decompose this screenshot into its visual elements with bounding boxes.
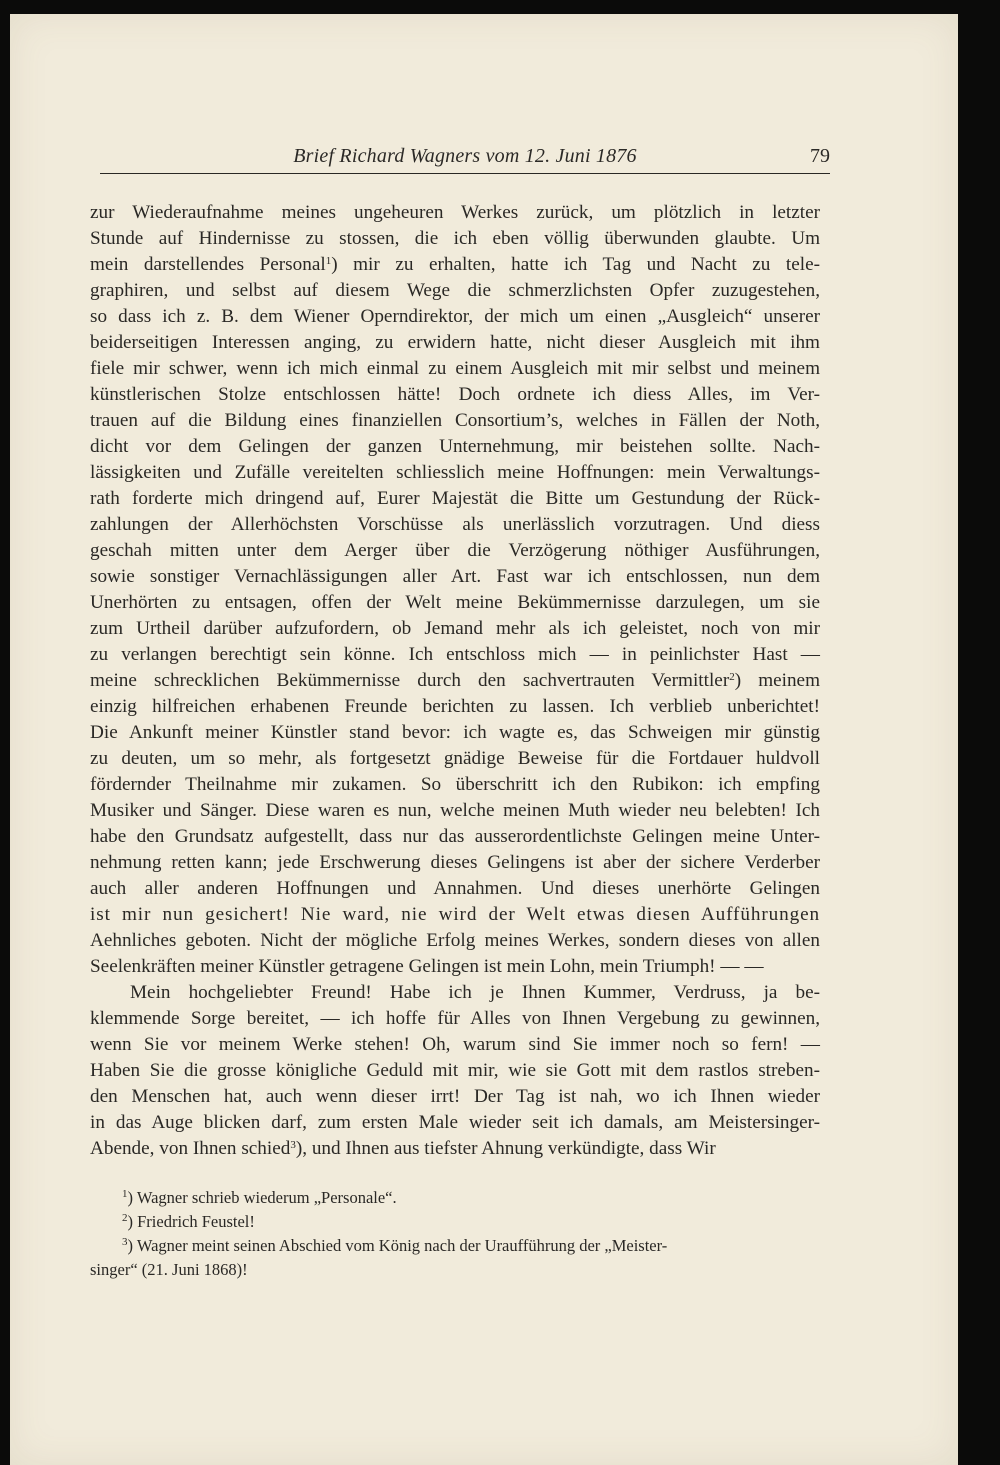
- text-line: Haben Sie die grosse königliche Geduld mit mir, wie sie Gott mit dem rastlos streben-: [90, 1060, 820, 1081]
- text-line: Musiker und Sänger. Diese waren es nun, welche meinen Muth wieder neu belebten! Ich: [90, 800, 820, 821]
- text-line: Die Ankunft meiner Künstler stand bevor: ich wagte es, das Schweigen mir günstig: [90, 722, 820, 743]
- running-title: Brief Richard Wagners vom 12. Juni 1876: [293, 145, 637, 167]
- text-line: nehmung retten kann; jede Erschwerung dieses Gelingens ist aber der sichere Verderber: [90, 852, 820, 873]
- text-line: Abende, von Ihnen schied$^3$), und Ihnen aus tiefster Ahnung verkündigte, dass Wir: [90, 1138, 716, 1159]
- text-line: Aehnliches geboten. Nicht der mögliche Erfolg meines Werkes, sondern dieses von allen: [90, 930, 820, 951]
- text-line: dicht vor dem Gelingen der ganzen Unternehmung, mir beistehen sollte. Nach-: [90, 436, 820, 457]
- text-line: fördernder Theilnahme mir zukamen. So überschritt ich den Rubikon: ich empfing: [90, 774, 820, 795]
- text-line: klemmende Sorge bereitet, — ich hoffe für Alles von Ihnen Vergebung zu gewinnen,: [90, 1008, 820, 1029]
- text-line: zur Wiederaufnahme meines ungeheuren Werkes zurück, um plötzlich in letzter: [90, 202, 820, 223]
- text-line: rath forderte mich dringend auf, Eurer Majestät die Bitte um Gestundung der Rück-: [90, 488, 820, 509]
- text-line: einzig hilfreichen erhabenen Freunde berichten zu lassen. Ich verblieb unberichtet!: [90, 696, 820, 717]
- footnote-reference: 2: [729, 671, 735, 683]
- footnote-reference: 1: [325, 255, 332, 267]
- text-line: Mein hochgeliebter Freund! Habe ich je Ihnen Kummer, Verdruss, ja be-: [130, 982, 820, 1003]
- text-line: lässigkeiten und Zufälle vereitelten schliesslich meine Hoffnungen: mein Verwaltungs-: [90, 462, 820, 483]
- footnote: $^2$) Friedrich Feustel!: [122, 1212, 255, 1231]
- text-line: zu deuten, um so mehr, als fortgesetzt gnädige Beweise für die Fortdauer huldvoll: [90, 748, 820, 769]
- text-line: trauen auf die Bildung eines finanziellen Consortium’s, welches in Fällen der Noth,: [90, 410, 820, 431]
- body-text: [90, 200, 820, 1162]
- page-header: [100, 145, 830, 174]
- text-line: sowie sonstiger Vernachlässigungen aller Art. Fast war ich entschlossen, nun dem: [90, 566, 820, 587]
- text-line: zahlungen der Allerhöchsten Vorschüsse als unerlässlich vorzutragen. Und diess: [90, 514, 820, 535]
- footnote: $^1$) Wagner schrieb wiederum „Personale“.: [122, 1188, 397, 1207]
- text-line: künstlerischen Stolze entschlossen hätte! Doch ordnete ich diess Alles, im Ver-: [90, 384, 820, 405]
- text-line: wenn Sie vor meinem Werke stehen! Oh, warum sind Sie immer noch so fern! —: [90, 1034, 820, 1055]
- footnotes: [90, 1186, 820, 1282]
- text-line: graphiren, und selbst auf diesem Wege die schmerzlichsten Opfer zuzugestehen,: [90, 280, 820, 301]
- text-line: meine schrecklichen Bekümmernisse durch den sachvertrauten Vermittler$^2$) meinem: [90, 670, 821, 691]
- text-line: Unerhörten zu entsagen, offen der Welt meine Bekümmernisse darzulegen, um sie: [90, 592, 820, 613]
- text-line: fiele mir schwer, wenn ich mich einmal zu einem Ausgleich mit mir selbst und meinem: [90, 358, 820, 379]
- text-line: geschah mitten unter dem Aerger über die Verzögerung nöthiger Ausführungen,: [90, 540, 820, 561]
- text-line: in das Auge blicken darf, zum ersten Male wieder seit ich damals, am Meistersinger-: [90, 1112, 820, 1133]
- footnote-marker: 1: [122, 1188, 128, 1200]
- footnote-reference: 3: [290, 1139, 296, 1151]
- page-number: 79: [810, 145, 830, 167]
- text-line: den Menschen hat, auch wenn dieser irrt! Der Tag ist nah, wo ich Ihnen wieder: [90, 1086, 820, 1107]
- text-line: so dass ich z. B. dem Wiener Operndirektor, der mich um einen „Ausgleich“ unserer: [90, 306, 820, 327]
- text-line: mein darstellendes Personal$^1$) mir zu erhalten, hatte ich Tag und Nacht zu tele-: [90, 254, 820, 275]
- footnote: $^3$) Wagner meint seinen Abschied vom König nach der Uraufführung der „Meister-: [122, 1236, 668, 1255]
- text-line: zu verlangen berechtigt sein könne. Ich entschloss mich — in peinlichster Hast —: [90, 644, 820, 665]
- text-line: Seelenkräften meiner Künstler getragene Gelingen ist mein Lohn, mein Triumph! — —: [90, 956, 764, 977]
- footnote-marker: 3: [122, 1236, 128, 1248]
- footnote-marker: 2: [122, 1212, 128, 1224]
- text-line: zum Urtheil darüber aufzufordern, ob Jemand mehr als ich geleistet, noch von mir: [90, 618, 820, 639]
- text-line: ist mir nun gesichert! Nie ward, nie wird der Welt etwas diesen Aufführungen: [90, 904, 820, 925]
- text-line: beiderseitigen Interessen anging, zu erwidern hatte, nicht dieser Ausgleich mit ihm: [90, 332, 820, 353]
- text-line: Stunde auf Hindernisse zu stossen, die ich eben völlig überwunden glaubte. Um: [90, 228, 820, 249]
- text-line: habe den Grundsatz aufgestellt, dass nur das ausserordentlichste Gelingen meine Unter-: [90, 826, 820, 847]
- text-line: auch aller anderen Hoffnungen und Annahmen. Und dieses unerhörte Gelingen: [90, 878, 820, 899]
- footnote: singer“ (21. Juni 1868)!: [90, 1260, 248, 1279]
